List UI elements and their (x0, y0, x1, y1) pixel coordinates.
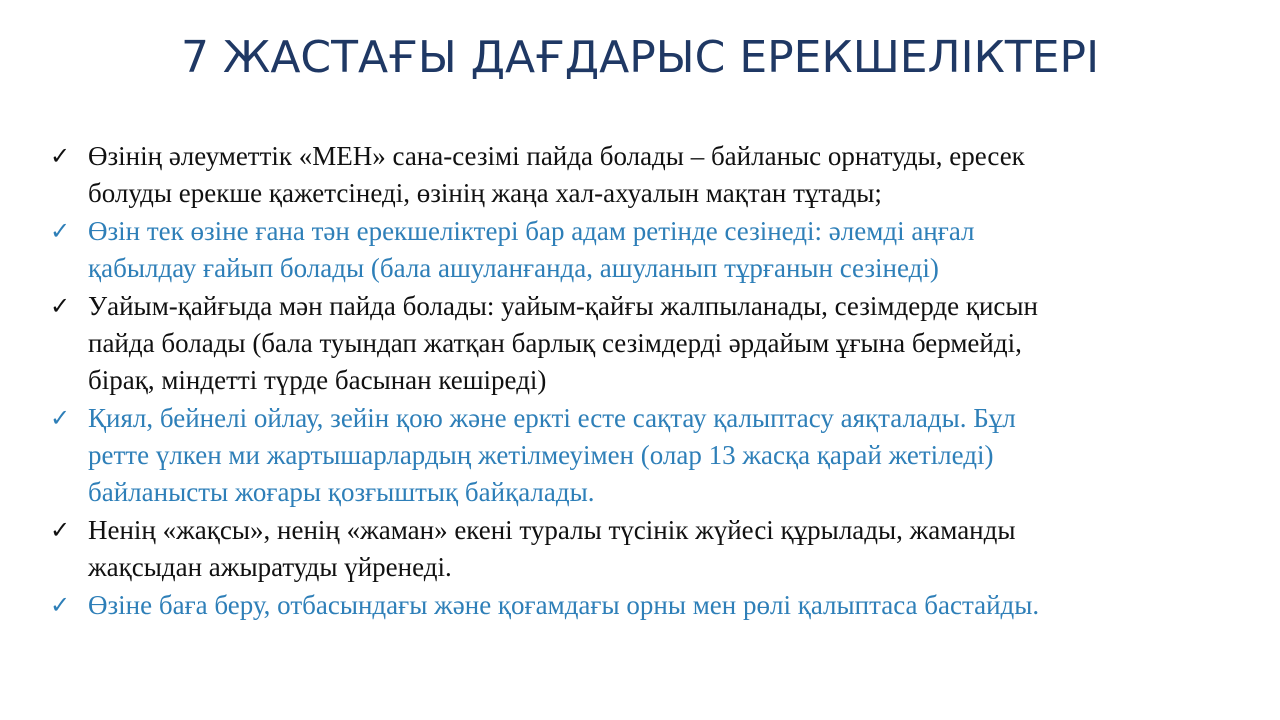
item-line: Өзін тек өзіне ғана тән ерекшеліктері бар адам ретінде сезінеді: әлемді аңғал (88, 216, 975, 246)
checkmark-icon: ✓ (50, 142, 71, 170)
list-item (50, 213, 1240, 287)
slide-title: 7 ЖАСТАҒЫ ДАҒДАРЫС ЕРЕКШЕЛІКТЕРІ (180, 32, 1100, 83)
list-item (50, 400, 1240, 511)
checkmark-icon: ✓ (50, 516, 71, 544)
item-line: Ненің «жақсы», ненің «жаман» екені туралы түсінік жүйесі құрылады, жаманды (88, 515, 1016, 545)
item-line: болуды ерекше қажетсінеді, өзінің жаңа хал-ахуалын мақтан тұтады; (88, 178, 882, 208)
item-line: байланысты жоғары қозғыштық байқалады. (88, 477, 595, 507)
checkmark-icon: ✓ (50, 217, 71, 245)
checkmark-icon: ✓ (50, 404, 71, 432)
item-line: жақсыдан ажыратуды үйренеді. (88, 552, 452, 582)
checkmark-icon: ✓ (50, 292, 71, 320)
item-line: Қиял, бейнелі ойлау, зейін қою және еркті есте сақтау қалыптасу аяқталады. Бұл (88, 403, 1016, 433)
item-line: ретте үлкен ми жартышарлардың жетілмеуімен (олар 13 жасқа қарай жетіледі) (88, 440, 994, 470)
list-item (50, 138, 1240, 212)
item-line: Уайым-қайғыда мән пайда болады: уайым-қайғы жалпыланады, сезімдерде қисын (88, 291, 1038, 321)
item-line: Өзінің әлеуметтік «МЕН» сана-сезімі пайда болады – байланыс орнатуды, ересек (88, 141, 1025, 171)
item-line: бірақ, міндетті түрде басынан кешіреді) (88, 365, 547, 395)
item-line: қабылдау ғайып болады (бала ашуланғанда, ашуланып тұрғанын сезінеді) (88, 253, 939, 283)
item-line: Өзіне баға беру, отбасындағы және қоғамдағы орны мен рөлі қалыптаса бастайды. (88, 590, 1040, 620)
list-item (50, 288, 1240, 399)
bullet-list (50, 138, 1240, 625)
list-item (50, 587, 1240, 624)
checkmark-icon: ✓ (50, 591, 71, 619)
list-item (50, 512, 1240, 586)
item-line: пайда болады (бала туындап жатқан барлық сезімдерді әрдайым ұғына бермейді, (88, 328, 1022, 358)
